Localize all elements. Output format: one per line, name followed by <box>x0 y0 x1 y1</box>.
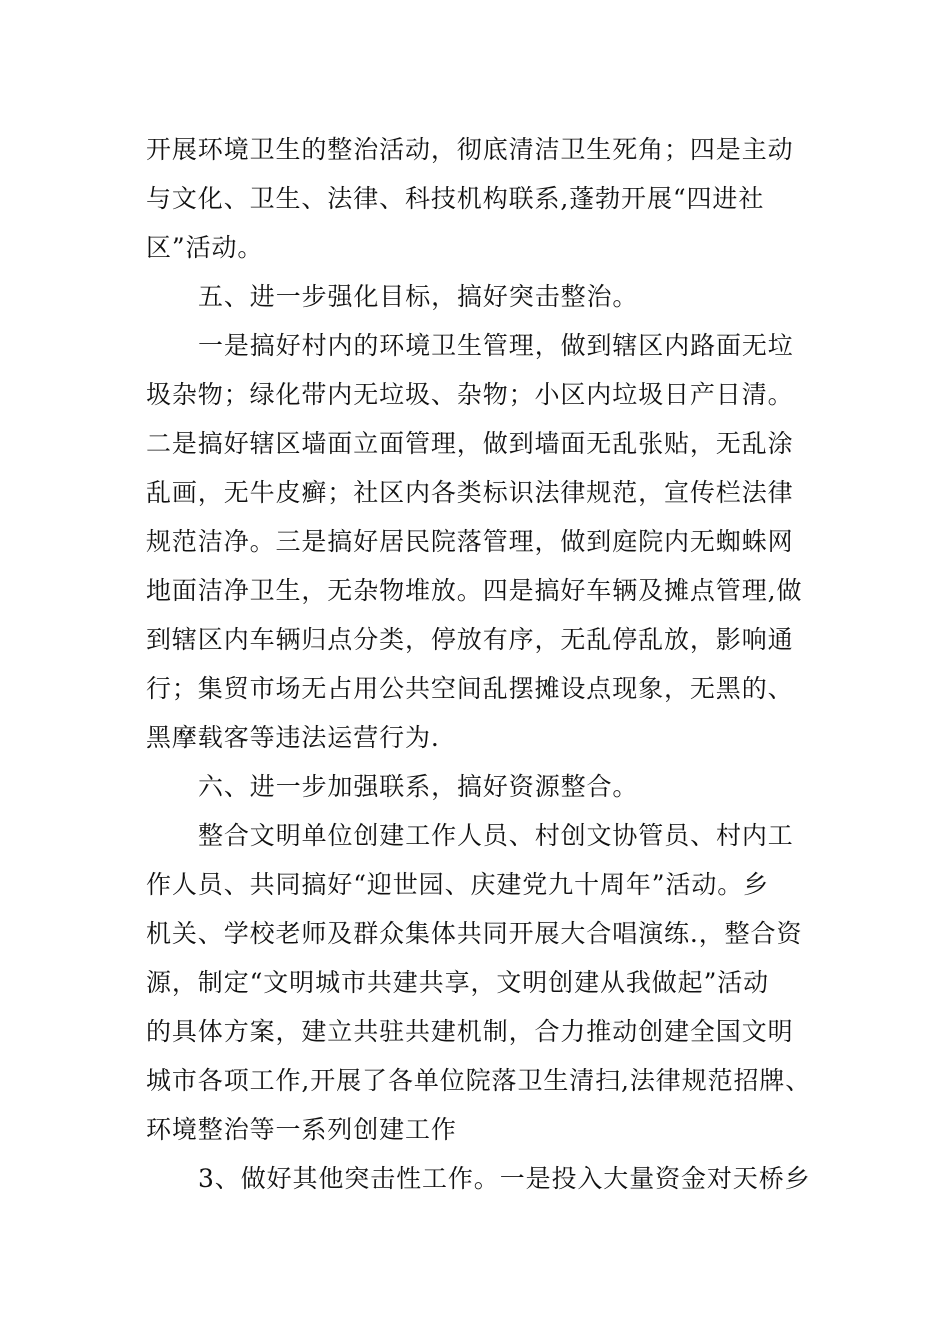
section-heading: 五、进一步强化目标，搞好突击整治。 <box>198 282 639 311</box>
text-line: 二是搞好辖区墙面立面管理，做到墙面无乱张贴，无乱涂 <box>146 429 794 458</box>
text-line: 城市各项工作,开展了各单位院落卫生清扫,法律规范招牌、 <box>146 1066 812 1095</box>
text-line: 地面洁净卫生，无杂物堆放。四是搞好车辆及摊点管理,做 <box>146 576 803 605</box>
text-line: 乱画，无牛皮癣；社区内各类标识法律规范，宣传栏法律 <box>146 478 794 507</box>
text-line: 机关、学校老师及群众集体共同开展大合唱演练.，整合资 <box>146 919 803 948</box>
text-line: 一是搞好村内的环境卫生管理，做到辖区内路面无垃 <box>198 331 794 360</box>
text-line: 作人员、共同搞好“迎世园、庆建党九十周年”活动。乡 <box>146 870 770 899</box>
text-line: 区”活动。 <box>146 233 264 262</box>
section-heading: 六、进一步加强联系，搞好资源整合。 <box>198 772 639 801</box>
text-line: 圾杂物；绿化带内无垃圾、杂物；小区内垃圾日产日清。 <box>146 380 794 409</box>
text-line: 3、做好其他突击性工作。一是投入大量资金对天桥乡 <box>198 1164 811 1193</box>
text-line: 源，制定“文明城市共建共享，文明创建从我做起”活动 <box>146 968 770 997</box>
text-line: 规范洁净。三是搞好居民院落管理，做到庭院内无蜘蛛网 <box>146 527 794 556</box>
text-line: 的具体方案，建立共驻共建机制，合力推动创建全国文明 <box>146 1017 794 1046</box>
text-line: 行；集贸市场无占用公共空间乱摆摊设点现象，无黑的、 <box>146 674 794 703</box>
text-line: 开展环境卫生的整治活动，彻底清洁卫生死角；四是主动 <box>146 135 794 164</box>
text-line: 环境整治等一系列创建工作 <box>146 1115 457 1144</box>
text-line: 到辖区内车辆归点分类，停放有序，无乱停乱放，影响通 <box>146 625 794 654</box>
text-line: 黑摩载客等违法运营行为. <box>146 723 440 752</box>
text-line: 与文化、卫生、法律、科技机构联系,蓬勃开展“四进社 <box>146 184 765 213</box>
text-line: 整合文明单位创建工作人员、村创文协管员、村内工 <box>198 821 794 850</box>
